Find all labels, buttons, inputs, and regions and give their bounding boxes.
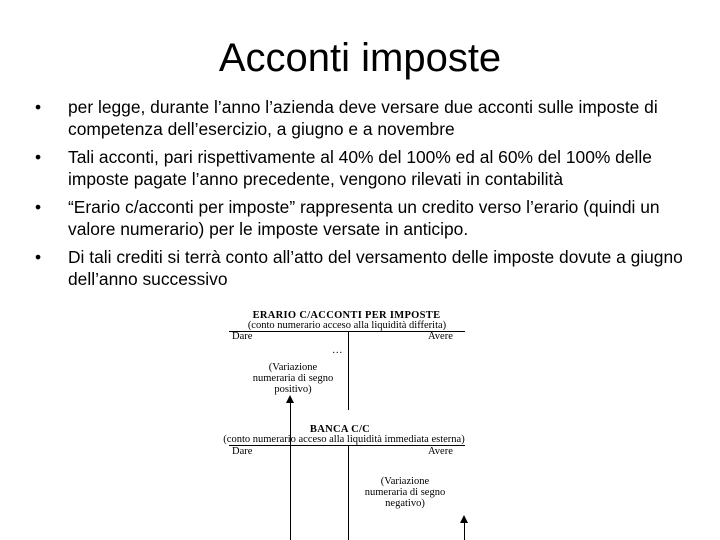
bullet-text: “Erario c/acconti per imposte” rappresenta un credito verso l’erario (quindi un valore numerario) per le imposte versate in anticipo. [68,197,660,239]
account1-note-line: numeraria di segno [252,373,334,384]
bullet-dot-icon: • [34,147,42,167]
account2-name: BANCA C/C [309,424,371,435]
account2-subtitle: (conto numerario acceso alla liquidità immediata esterna) [223,434,465,445]
slide-title: Acconti imposte [218,36,502,80]
bullet-text: Tali acconti, pari rispettivamente al 40% del 100% ed al 60% del 100% delle imposte pagate l’anno precedente, vengono rilevati in contabilità [68,147,652,189]
account1-avere-label: Avere [428,331,453,342]
account1-ellipsis: … [332,345,343,356]
account2-note-line: negativo) [385,498,425,509]
bullet-dot-icon: • [34,97,42,117]
bullet-text: per legge, durante l’anno l’azienda deve versare due acconti sulle imposte di competenza dell’esercizio, a giugno e a novembre [68,97,658,139]
account1-name: ERARIO C/ACCONTI PER IMPOSTE [252,310,441,321]
account1-note-line: positivo) [274,384,312,395]
account2-avere-label: Avere [428,446,453,457]
account1-subtitle: (conto numerario acceso alla liquidità differita) [247,320,447,331]
bullet-dot-icon: • [34,197,42,217]
bullet-text: Di tali crediti si terrà conto all’atto del versamento delle imposte dovute a giugno dell’anno successivo [68,247,683,289]
account2-dare-label: Dare [232,446,253,457]
account2-note-line: numeraria di segno [364,487,446,498]
account2-divider [348,446,349,540]
account1-dare-label: Dare [232,331,253,342]
account2-note-line: (Variazione [380,476,430,487]
account1-divider [348,332,349,410]
account2-arrow-shaft [464,522,465,540]
bullet-dot-icon: • [34,247,42,267]
up-arrow-icon [286,395,294,403]
account1-note-line: (Variazione [268,362,318,373]
account1-arrow-shaft [290,402,291,540]
up-arrow-icon [460,515,468,523]
